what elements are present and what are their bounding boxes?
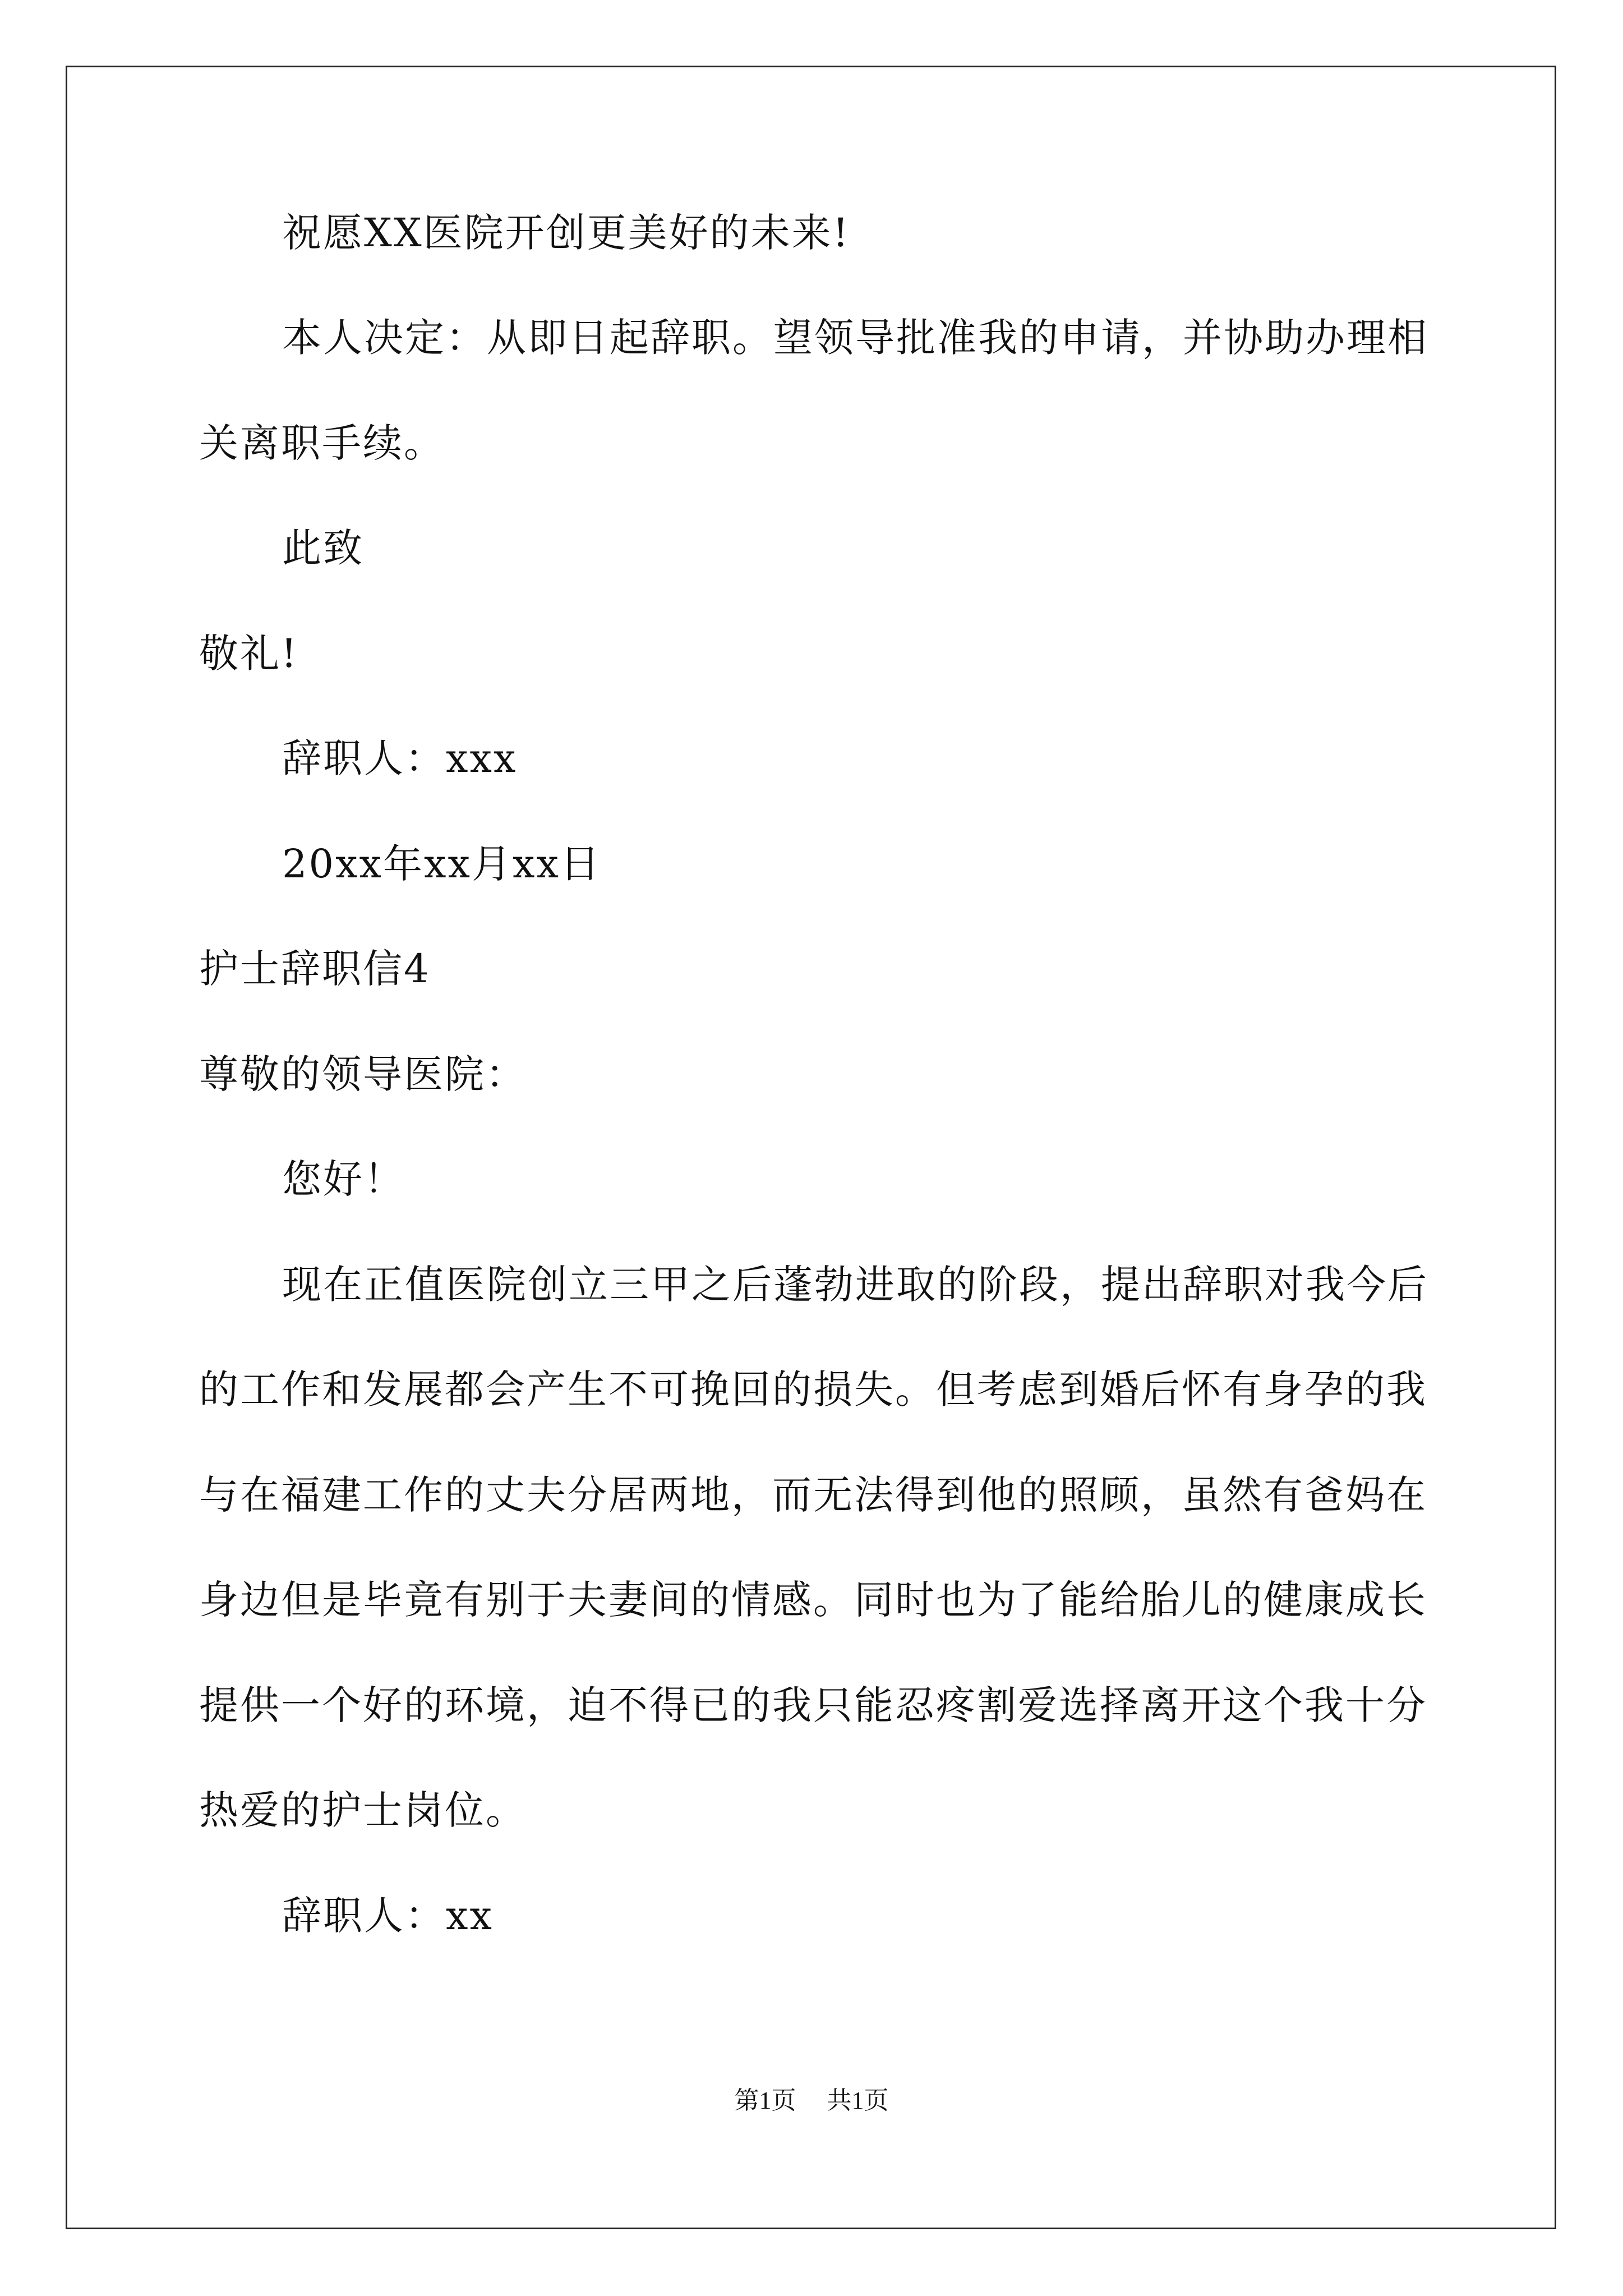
paragraph-blessing: 祝愿XX医院开创更美好的未来! <box>282 210 850 256</box>
body-line-6: 热爱的护士岗位。 <box>199 1787 527 1833</box>
paragraph-decision-line-1: 本人决定：从即日起辞职。望领导批准我的申请，并协助办理相 <box>282 315 1428 361</box>
body-line-3: 与在福建工作的丈夫分居两地，而无法得到他的照顾，虽然有爸妈在 <box>199 1472 1427 1518</box>
body-line-1: 现在正值医院创立三甲之后蓬勃进取的阶段，提出辞职对我今后 <box>282 1262 1428 1308</box>
closing-salutation: 此致 <box>282 525 364 571</box>
section-heading: 护士辞职信4 <box>199 946 431 992</box>
body-line-5: 提供一个好的环境，迫不得已的我只能忍疼割爱选择离开这个我十分 <box>199 1682 1427 1728</box>
paragraph-decision-line-2: 关离职手续。 <box>199 420 445 466</box>
page-number: 第1页 <box>734 2087 796 2114</box>
page-total: 共1页 <box>827 2087 889 2114</box>
body-line-4: 身边但是毕竟有别于夫妻间的情感。同时也为了能给胎儿的健康成长 <box>199 1577 1427 1623</box>
signature-date: 20xx年xx月xx日 <box>282 841 601 887</box>
signature-name: 辞职人：xxx <box>282 735 518 781</box>
body-line-2: 的工作和发展都会产生不可挽回的损失。但考虑到婚后怀有身孕的我 <box>199 1366 1427 1412</box>
signature-name-2: 辞职人：xx <box>282 1893 494 1939</box>
letter-greeting: 尊敬的领导医院： <box>199 1051 527 1097</box>
page-footer <box>0 2084 1623 2118</box>
closing-regards: 敬礼! <box>199 631 299 677</box>
letter-hello: 您好！ <box>282 1156 405 1202</box>
